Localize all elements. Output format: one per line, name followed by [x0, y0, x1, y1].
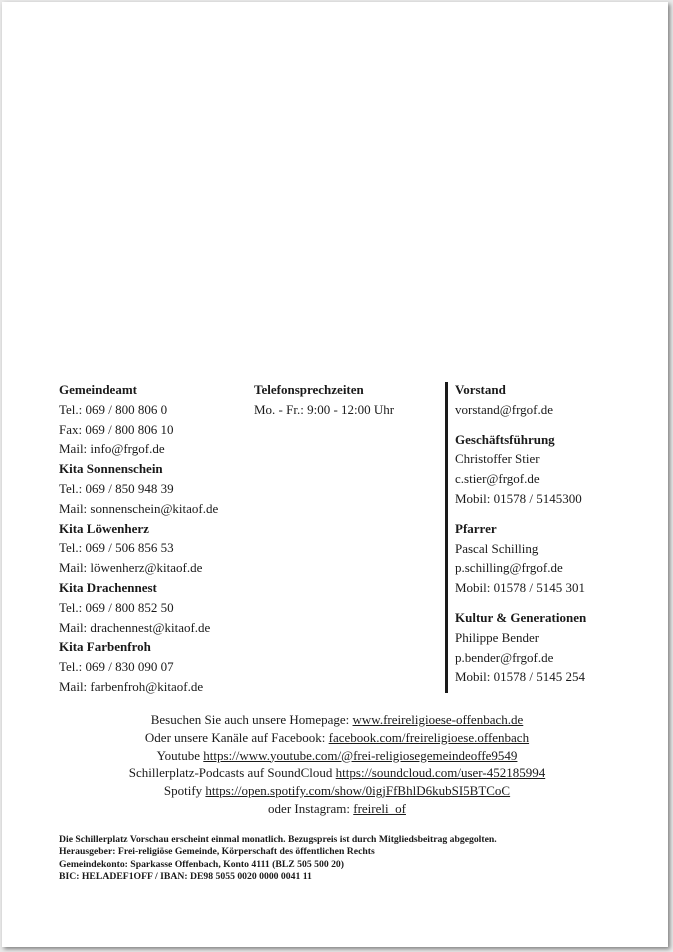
- phone-hours-column: [254, 380, 439, 420]
- pastor-section: [455, 519, 665, 598]
- spotify-label: Spotify: [163, 783, 206, 799]
- management-section: [455, 430, 665, 509]
- kita-loewenherz-heading: Kita Löwenherz: [59, 520, 149, 536]
- office-mail: Mail: info@frgof.de: [59, 441, 165, 457]
- office-fax: Fax: 069 / 800 806 10: [59, 421, 174, 437]
- imprint-line: Die Schillerplatz Vorschau erscheint einmal monatlich. Bezugspreis ist durch Mitgliedsbeitrag abgegolten.: [59, 834, 497, 845]
- imprint-line: Gemeindekonto: Sparkasse Offenbach, Konto 4111 (BLZ 505 500 20): [59, 858, 344, 870]
- kita-loewenherz-mail: Mail: löwenherz@kitaof.de: [59, 560, 203, 576]
- imprint-line: BIC: HELADEF1OFF / IBAN: DE98 5055 0020 0000 0041 11: [59, 870, 312, 882]
- pastor-mail: p.schilling@frgof.de: [455, 560, 563, 576]
- instagram-line: [4, 800, 670, 818]
- management-mobile: Mobil: 01578 / 5145300: [455, 490, 582, 506]
- kita-drachennest-heading: Kita Drachennest: [59, 579, 157, 595]
- column-divider: [445, 382, 448, 693]
- board-section: [455, 380, 665, 420]
- imprint-footer: [59, 834, 659, 883]
- soundcloud-line: [4, 764, 670, 782]
- spotify-link[interactable]: https://open.spotify.com/show/0igjFfBhlD6kubSI5BTCoC: [205, 783, 511, 799]
- kita-sonnenschein-heading: Kita Sonnenschein: [59, 461, 163, 477]
- pastor-name: Pascal Schilling: [455, 540, 539, 556]
- pastor-mobile: Mobil: 01578 / 5145 301: [455, 580, 586, 596]
- facebook-label: Oder unsere Kanäle auf Facebook:: [144, 729, 329, 745]
- culture-heading: Kultur & Generationen: [455, 609, 587, 625]
- office-phone: Tel.: 069 / 800 806 0: [59, 401, 168, 417]
- kita-farbenfroh-mail: Mail: farbenfroh@kitaof.de: [59, 678, 204, 694]
- instagram-link[interactable]: freireli_of: [353, 800, 406, 816]
- management-mail: c.stier@frgof.de: [455, 471, 540, 487]
- imprint-line: Herausgeber: Frei-religiöse Gemeinde, Körperschaft des öffentlichen Rechts: [59, 846, 375, 858]
- phone-hours-heading: Telefonsprechzeiten: [254, 382, 364, 397]
- culture-name: Philippe Bender: [455, 629, 540, 645]
- homepage-link[interactable]: www.freireligioese-offenbach.de: [352, 712, 524, 727]
- page: [2, 2, 668, 947]
- facebook-line: [4, 729, 670, 747]
- office-heading: Gemeindeamt: [59, 382, 137, 397]
- culture-section: [455, 608, 665, 687]
- kita-farbenfroh-phone: Tel.: 069 / 830 090 07: [59, 659, 174, 675]
- board-mail: vorstand@frgof.de: [455, 401, 554, 417]
- homepage-label: Besuchen Sie auch unsere Homepage:: [150, 712, 353, 727]
- youtube-label: Youtube: [156, 747, 204, 763]
- contact-column-left: [59, 380, 249, 697]
- kita-loewenherz-phone: Tel.: 069 / 506 856 53: [59, 540, 174, 556]
- kita-drachennest-mail: Mail: drachennest@kitaof.de: [59, 619, 211, 635]
- youtube-line: [4, 747, 670, 765]
- facebook-link[interactable]: facebook.com/freireligioese.offenbach: [328, 729, 530, 745]
- kita-sonnenschein-mail: Mail: sonnenschein@kitaof.de: [59, 500, 219, 516]
- management-heading: Geschäftsführung: [455, 431, 555, 447]
- spotify-line: [4, 782, 670, 800]
- kita-farbenfroh-heading: Kita Farbenfroh: [59, 639, 151, 655]
- board-heading: Vorstand: [455, 382, 506, 397]
- homepage-line: [4, 711, 670, 729]
- management-name: Christoffer Stier: [455, 451, 540, 467]
- phone-hours-value: Mo. - Fr.: 9:00 - 12:00 Uhr: [254, 401, 395, 417]
- soundcloud-link[interactable]: https://soundcloud.com/user-452185994: [335, 765, 546, 781]
- instagram-label: oder Instagram:: [268, 800, 354, 816]
- culture-mobile: Mobil: 01578 / 5145 254: [455, 669, 586, 685]
- pastor-heading: Pfarrer: [455, 520, 497, 536]
- contact-column-right: [455, 380, 665, 687]
- online-links: [4, 711, 670, 818]
- soundcloud-label: Schillerplatz-Podcasts auf SoundCloud: [128, 765, 336, 781]
- kita-drachennest-phone: Tel.: 069 / 800 852 50: [59, 599, 174, 615]
- youtube-link[interactable]: https://www.youtube.com/@frei-religiosegemeindeoffe9549: [203, 747, 518, 763]
- kita-sonnenschein-phone: Tel.: 069 / 850 948 39: [59, 480, 174, 496]
- culture-mail: p.bender@frgof.de: [455, 649, 554, 665]
